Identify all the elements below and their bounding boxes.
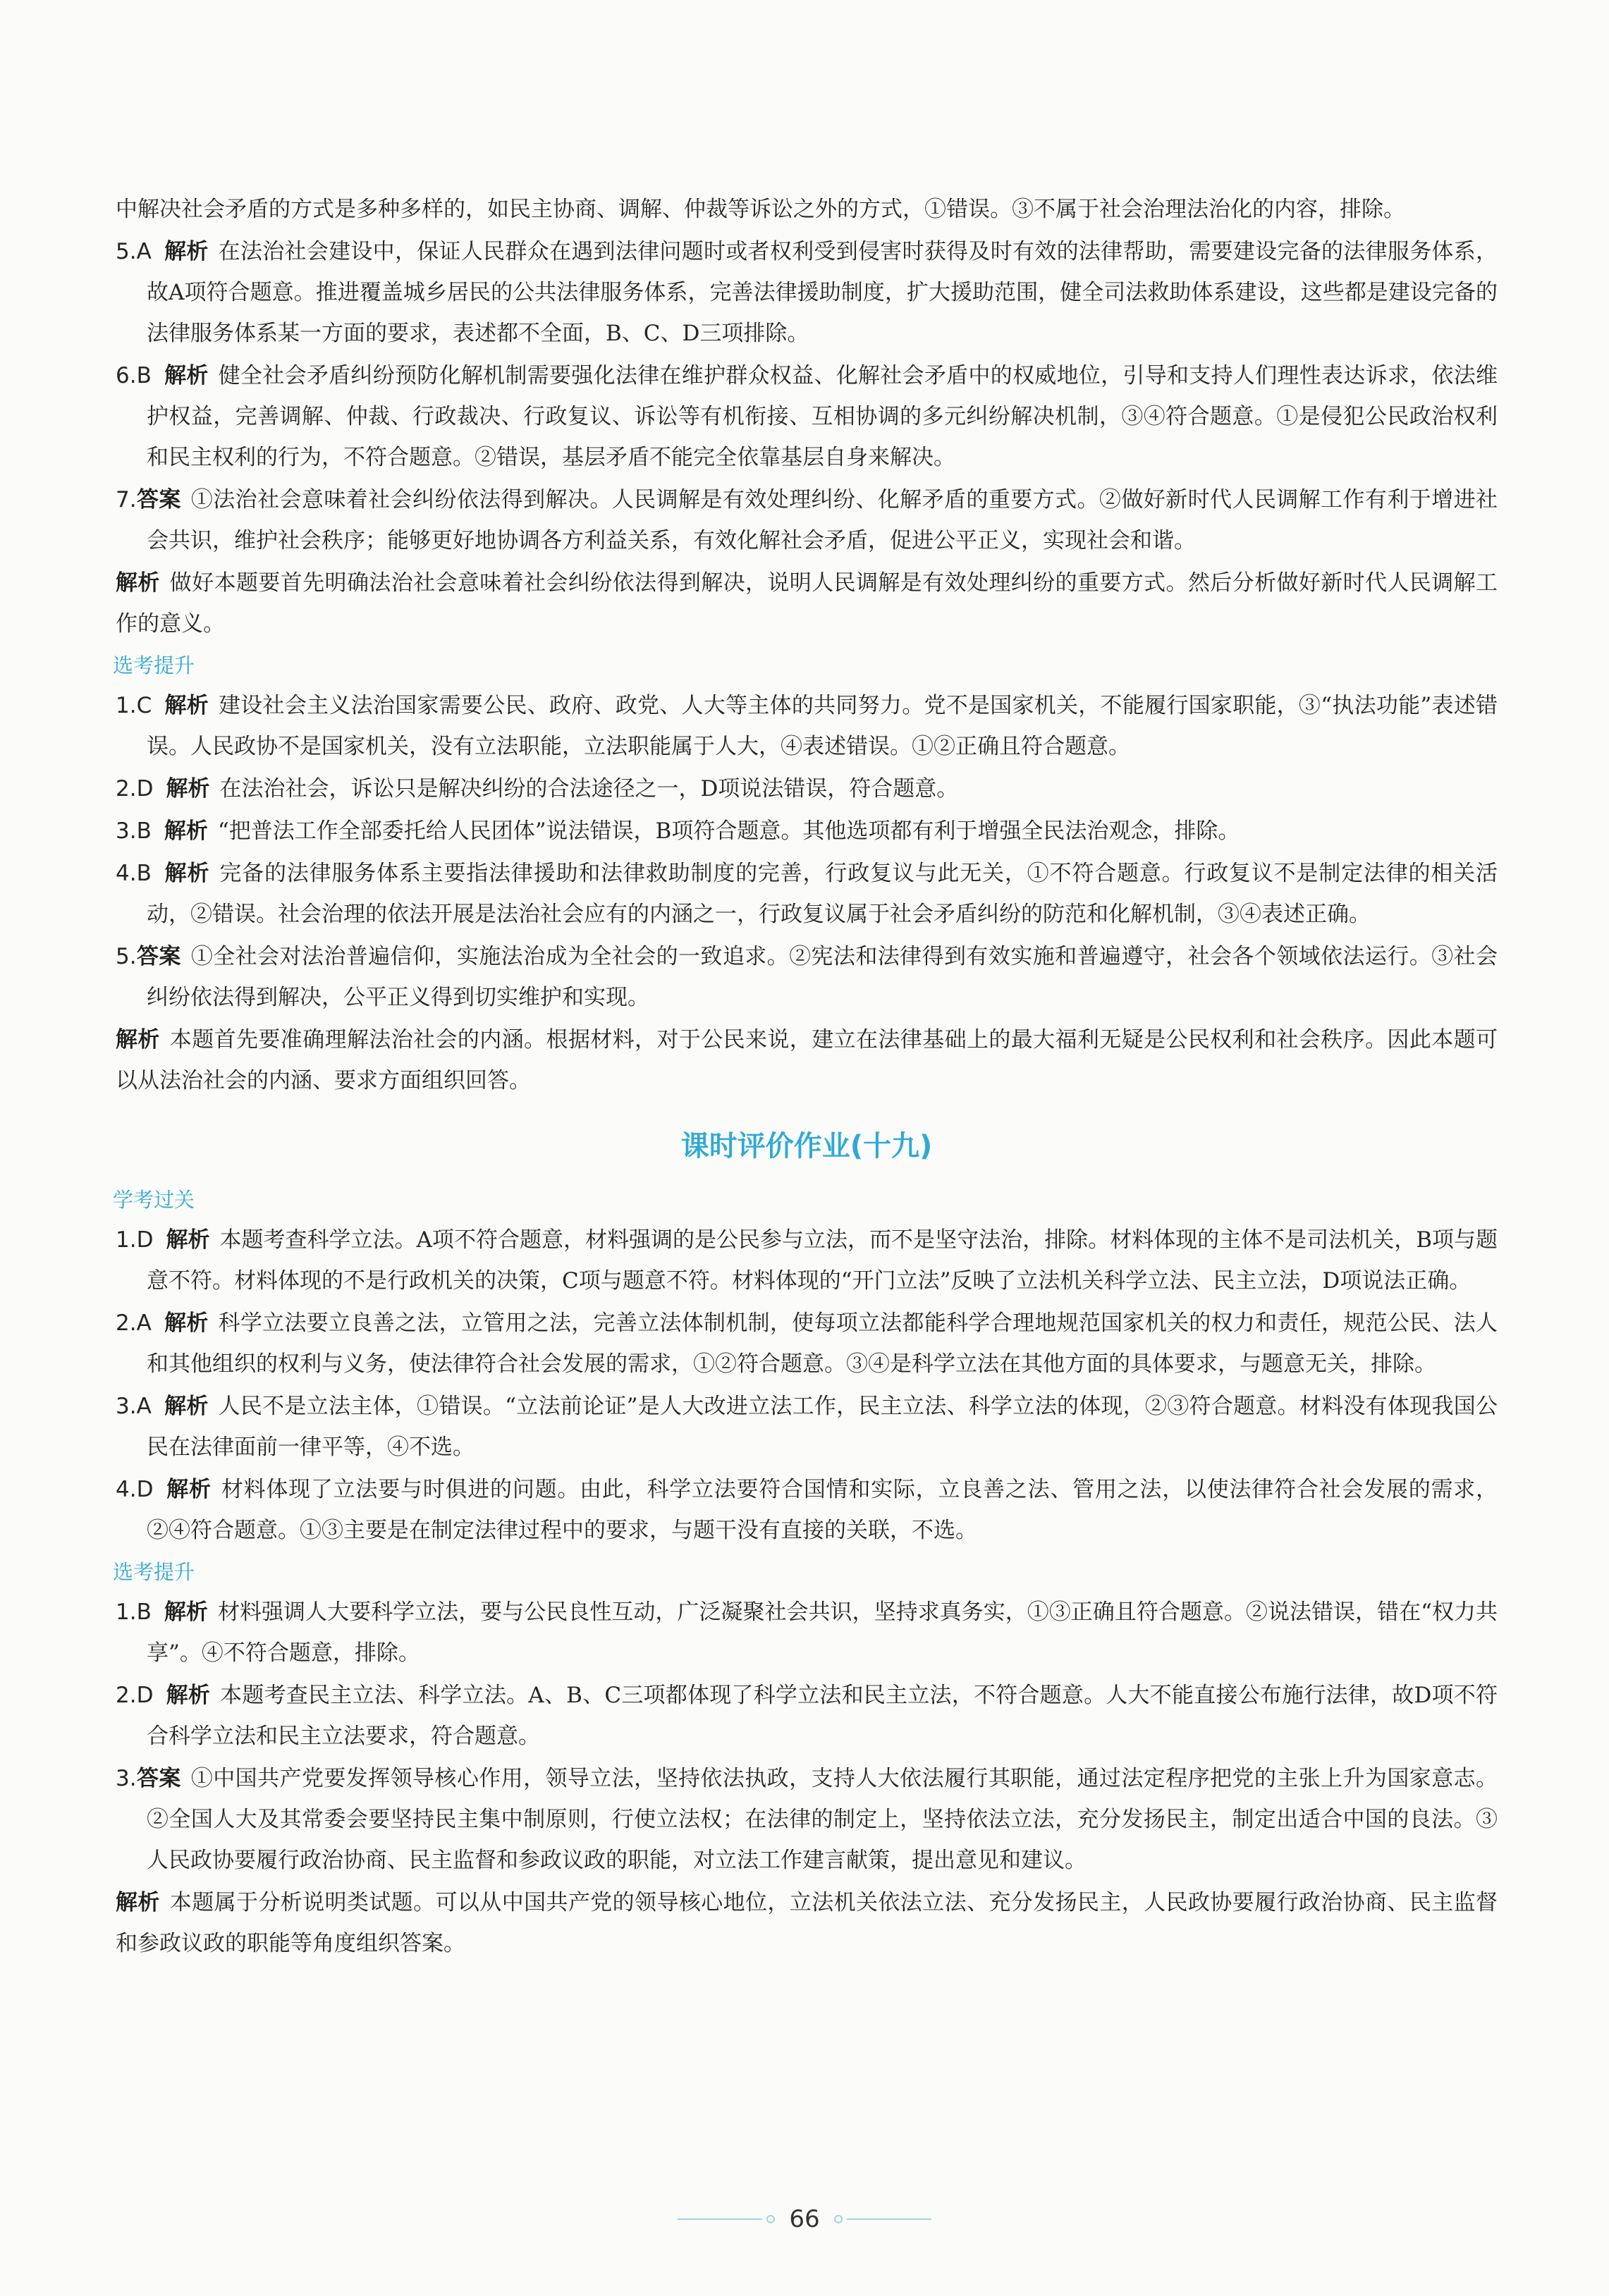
answer-letter: D [136, 1477, 154, 1502]
analysis-keyword: 解析 [164, 1600, 208, 1625]
analysis-keyword: 解析 [164, 1310, 209, 1336]
item-text: 科学立法要立良善之法，立管用之法，完善立法体制机制，使每项立法都能科学合理地规范国家机关的权力和责任，规范公民、法人和其他组织的权利与义务，使法律符合社会发展的需求，①②符合题意。③④是科学立法在其他方面的具体要求，与题意无关，排除。 [147, 1310, 1498, 1377]
answer-letter: A [136, 239, 152, 264]
analysis-keyword: 解析 [116, 570, 160, 596]
continued-paragraph: 中解决社会矛盾的方式是多种多样的，如民主协商、调解、仲裁等诉讼之外的方式，①错误。③不属于社会治理法治化的内容，排除。 [116, 197, 1405, 222]
item-number: 3. [116, 818, 137, 844]
answer-letter: B [136, 818, 152, 844]
item-number: 1. [116, 693, 137, 718]
item-text: 建设社会主义法治国家需要公民、政府、政党、人大等主体的共同努力。党不是国家机关，不能履行国家职能，③“执法功能”表述错误。人民政协不是国家机关，没有立法职能，立法职能属于人大，④表述错误。①②正确且符合题意。 [147, 693, 1498, 759]
analysis-text: 本题首先要准确理解法治社会的内涵。根据材料，对于公民来说，建立在法律基础上的最大福利无疑是公民权利和社会秩序。因此本题可以从法治社会的内涵、要求方面组织回答。 [116, 1027, 1498, 1093]
answer-letter: B [136, 861, 152, 886]
section-label-elective-19: 选考提升 [113, 1560, 195, 1584]
answer-letter: A [136, 1394, 152, 1419]
analysis-keyword: 解析 [166, 1477, 212, 1502]
item-number: 7. [116, 487, 137, 512]
answer-letter: B [136, 363, 152, 388]
assignment-heading: 课时评价作业(十九) [680, 1130, 933, 1162]
analysis-keyword: 解析 [164, 818, 208, 844]
item-number: 3. [116, 1394, 137, 1419]
item-text: 完备的法律服务体系主要指法律援助和法律救助制度的完善，行政复议与此无关，①不符合题意。行政复议不是制定法律的相关活动，②错误。社会治理的依法开展是法治社会应有的内涵之一，行政复议属于社会矛盾纠纷的防范和化解机制，③④表述正确。 [147, 861, 1498, 927]
analysis-text: 本题属于分析说明类试题。可以从中国共产党的领导核心地位，立法机关依法立法、充分发扬民主，人民政协要履行政治协商、民主监督和参政议政的职能等角度组织答案。 [116, 1890, 1498, 1956]
answer-content [113, 189, 1498, 1965]
section-school-exam-items [116, 231, 1498, 644]
item-text: 在法治社会建设中，保证人民群众在遇到法律问题时或者权利受到侵害时获得及时有效的法律帮助，需要建设完备的法律服务体系，故A项符合题意。推进覆盖城乡居民的公共法律服务体系，完善法律援助制度，扩大援助范围，健全司法救助体系建设，这些都是建设完备的法律服务体系某一方面的要求，表述都不全面，B、C、D三项排除。 [147, 239, 1498, 346]
analysis-keyword: 解析 [164, 1394, 209, 1419]
analysis-keyword: 解析 [166, 1683, 211, 1708]
answer-letter: A [136, 1310, 152, 1336]
item-text: 材料强调人大要科学立法，要与公民良性互动，广泛凝聚社会共识，坚持求真务实，①③正确且符合题意。②说法错误，错在“权力共享”。④不符合题意，排除。 [147, 1600, 1498, 1666]
item-number: 3. [116, 1766, 137, 1791]
answer-item-4 [116, 853, 1498, 935]
answer-letter: C [136, 693, 152, 718]
answer-item-1 [116, 1592, 1498, 1674]
answer-item-3 [116, 811, 1498, 852]
item-text: ①全社会对法治普遍信仰，实施法治成为全社会的一致追求。②宪法和法律得到有效实施和普遍遵守，社会各个领域依法运行。③社会纠纷依法得到解决，公平正义得到切实维护和实现。 [147, 944, 1498, 1010]
answer-letter: D [136, 1227, 154, 1253]
item-number: 5. [116, 239, 137, 264]
answer-item-2 [116, 1303, 1498, 1385]
item-number: 4. [116, 1477, 137, 1502]
item-number: 1. [116, 1227, 137, 1253]
answer-keyword: 答案 [136, 487, 181, 512]
answer-item-2 [116, 768, 1498, 809]
analysis-keyword: 解析 [164, 363, 209, 388]
footer-divider-right [847, 2218, 931, 2220]
section-elective-items-19 [116, 1592, 1498, 1964]
answer-item-7-analysis [116, 563, 1498, 644]
item-text: 材料体现了立法要与时俱进的问题。由此，科学立法要符合国情和实际，立良善之法、管用之法，以使法律符合社会发展的需求，②④符合题意。①③主要是在制定法律过程中的要求，与题干没有直接的关联，不选。 [147, 1477, 1498, 1543]
analysis-keyword: 解析 [164, 693, 209, 718]
item-number: 1. [116, 1600, 137, 1625]
answer-keyword: 答案 [136, 1766, 181, 1791]
item-number: 2. [116, 1683, 137, 1708]
analysis-keyword: 解析 [116, 1027, 160, 1052]
footer-dot-left [766, 2215, 775, 2223]
analysis-keyword: 解析 [166, 776, 210, 802]
page-number: 66 [789, 2205, 820, 2233]
analysis-keyword: 解析 [164, 239, 209, 264]
item-text: 健全社会矛盾纠纷预防化解机制需要强化法律在维护群众权益、化解社会矛盾中的权威地位，引导和支持人们理性表达诉求，依法维护权益，完善调解、仲裁、行政裁决、行政复议、诉讼等有机衔接、互相协调的多元纠纷解决机制，③④符合题意。①是侵犯公民政治权利和民主权利的行为，不符合题意。②错误，基层矛盾不能完全依靠基层自身来解决。 [147, 363, 1498, 470]
item-text: 本题考查科学立法。A项不符合题意，材料强调的是公民参与立法，而不是坚守法治，排除。材料体现的主体不是司法机关，B项与题意不符。材料体现的不是行政机关的决策，C项与题意不符。材料体现的“开门立法”反映了立法机关科学立法、民主立法，D项说法正确。 [147, 1227, 1498, 1294]
item-number: 6. [116, 363, 137, 388]
item-number: 4. [116, 861, 137, 886]
answer-keyword: 答案 [136, 944, 181, 969]
answer-item-2 [116, 1675, 1498, 1757]
section-label-school-exam: 学考过关 [113, 1188, 195, 1212]
item-number: 2. [116, 1310, 137, 1336]
item-text: 本题考查民主立法、科学立法。A、B、C三项都体现了科学立法和民主立法，不符合题意。人大不能直接公布施行法律，故D项不符合科学立法和民主立法要求，符合题意。 [147, 1683, 1498, 1749]
analysis-keyword: 解析 [166, 1227, 210, 1253]
footer-dot-right [834, 2215, 843, 2223]
page-footer [0, 2205, 1609, 2233]
analysis-keyword: 解析 [116, 1890, 160, 1915]
item-number: 5. [116, 944, 137, 969]
answer-letter: D [136, 1683, 154, 1708]
answer-item-5-analysis [116, 1019, 1498, 1101]
answer-item-5 [116, 231, 1498, 354]
answer-item-1 [116, 1220, 1498, 1301]
analysis-keyword: 解析 [164, 861, 210, 886]
answer-letter: B [136, 1600, 152, 1625]
answer-item-3 [116, 1758, 1498, 1881]
item-text: “把普法工作全部委托给人民团体”说法错误，B项符合题意。其他选项都有利于增强全民法治观念，排除。 [217, 818, 1240, 844]
answer-item-1 [116, 685, 1498, 767]
answer-item-5 [116, 936, 1498, 1018]
section-label-elective: 选考提升 [113, 653, 195, 677]
item-text: 人民不是立法主体，①错误。“立法前论证”是人大改进立法工作，民主立法、科学立法的体现，②③符合题意。材料没有体现我国公民在法律面前一律平等，④不选。 [147, 1394, 1498, 1460]
answer-item-3-analysis [116, 1882, 1498, 1964]
item-text: ①法治社会意味着社会纠纷依法得到解决。人民调解是有效处理纠纷、化解矛盾的重要方式。②做好新时代人民调解工作有利于增进社会共识，维护社会秩序；能够更好地协调各方利益关系，有效化解社会矛盾，促进公平正义，实现社会和谐。 [147, 487, 1498, 553]
item-number: 2. [116, 776, 137, 802]
section-elective-items [116, 685, 1498, 1101]
footer-divider-left [678, 2218, 762, 2220]
item-text: ①中国共产党要发挥领导核心作用，领导立法，坚持依法执政，支持人大依法履行其职能，通过法定程序把党的主张上升为国家意志。②全国人大及其常委会要坚持民主集中制原则，行使立法权；在法律的制定上，坚持依法立法，充分发扬民主，制定出适合中国的良法。③人民政协要履行政治协商、民主监督和参政议政的职能，对立法工作建言献策，提出意见和建议。 [147, 1766, 1498, 1873]
section-school-exam-items-19 [116, 1220, 1498, 1551]
analysis-text: 做好本题要首先明确法治社会意味着社会纠纷依法得到解决，说明人民调解是有效处理纠纷的重要方式。然后分析做好新时代人民调解工作的意义。 [116, 570, 1498, 637]
answer-item-7 [116, 479, 1498, 561]
answer-item-3 [116, 1386, 1498, 1468]
item-text: 在法治社会，诉讼只是解决纠纷的合法途径之一，D项说法错误，符合题意。 [219, 776, 959, 802]
answer-item-6 [116, 355, 1498, 478]
answer-item-4 [116, 1469, 1498, 1551]
answer-letter: D [136, 776, 154, 802]
